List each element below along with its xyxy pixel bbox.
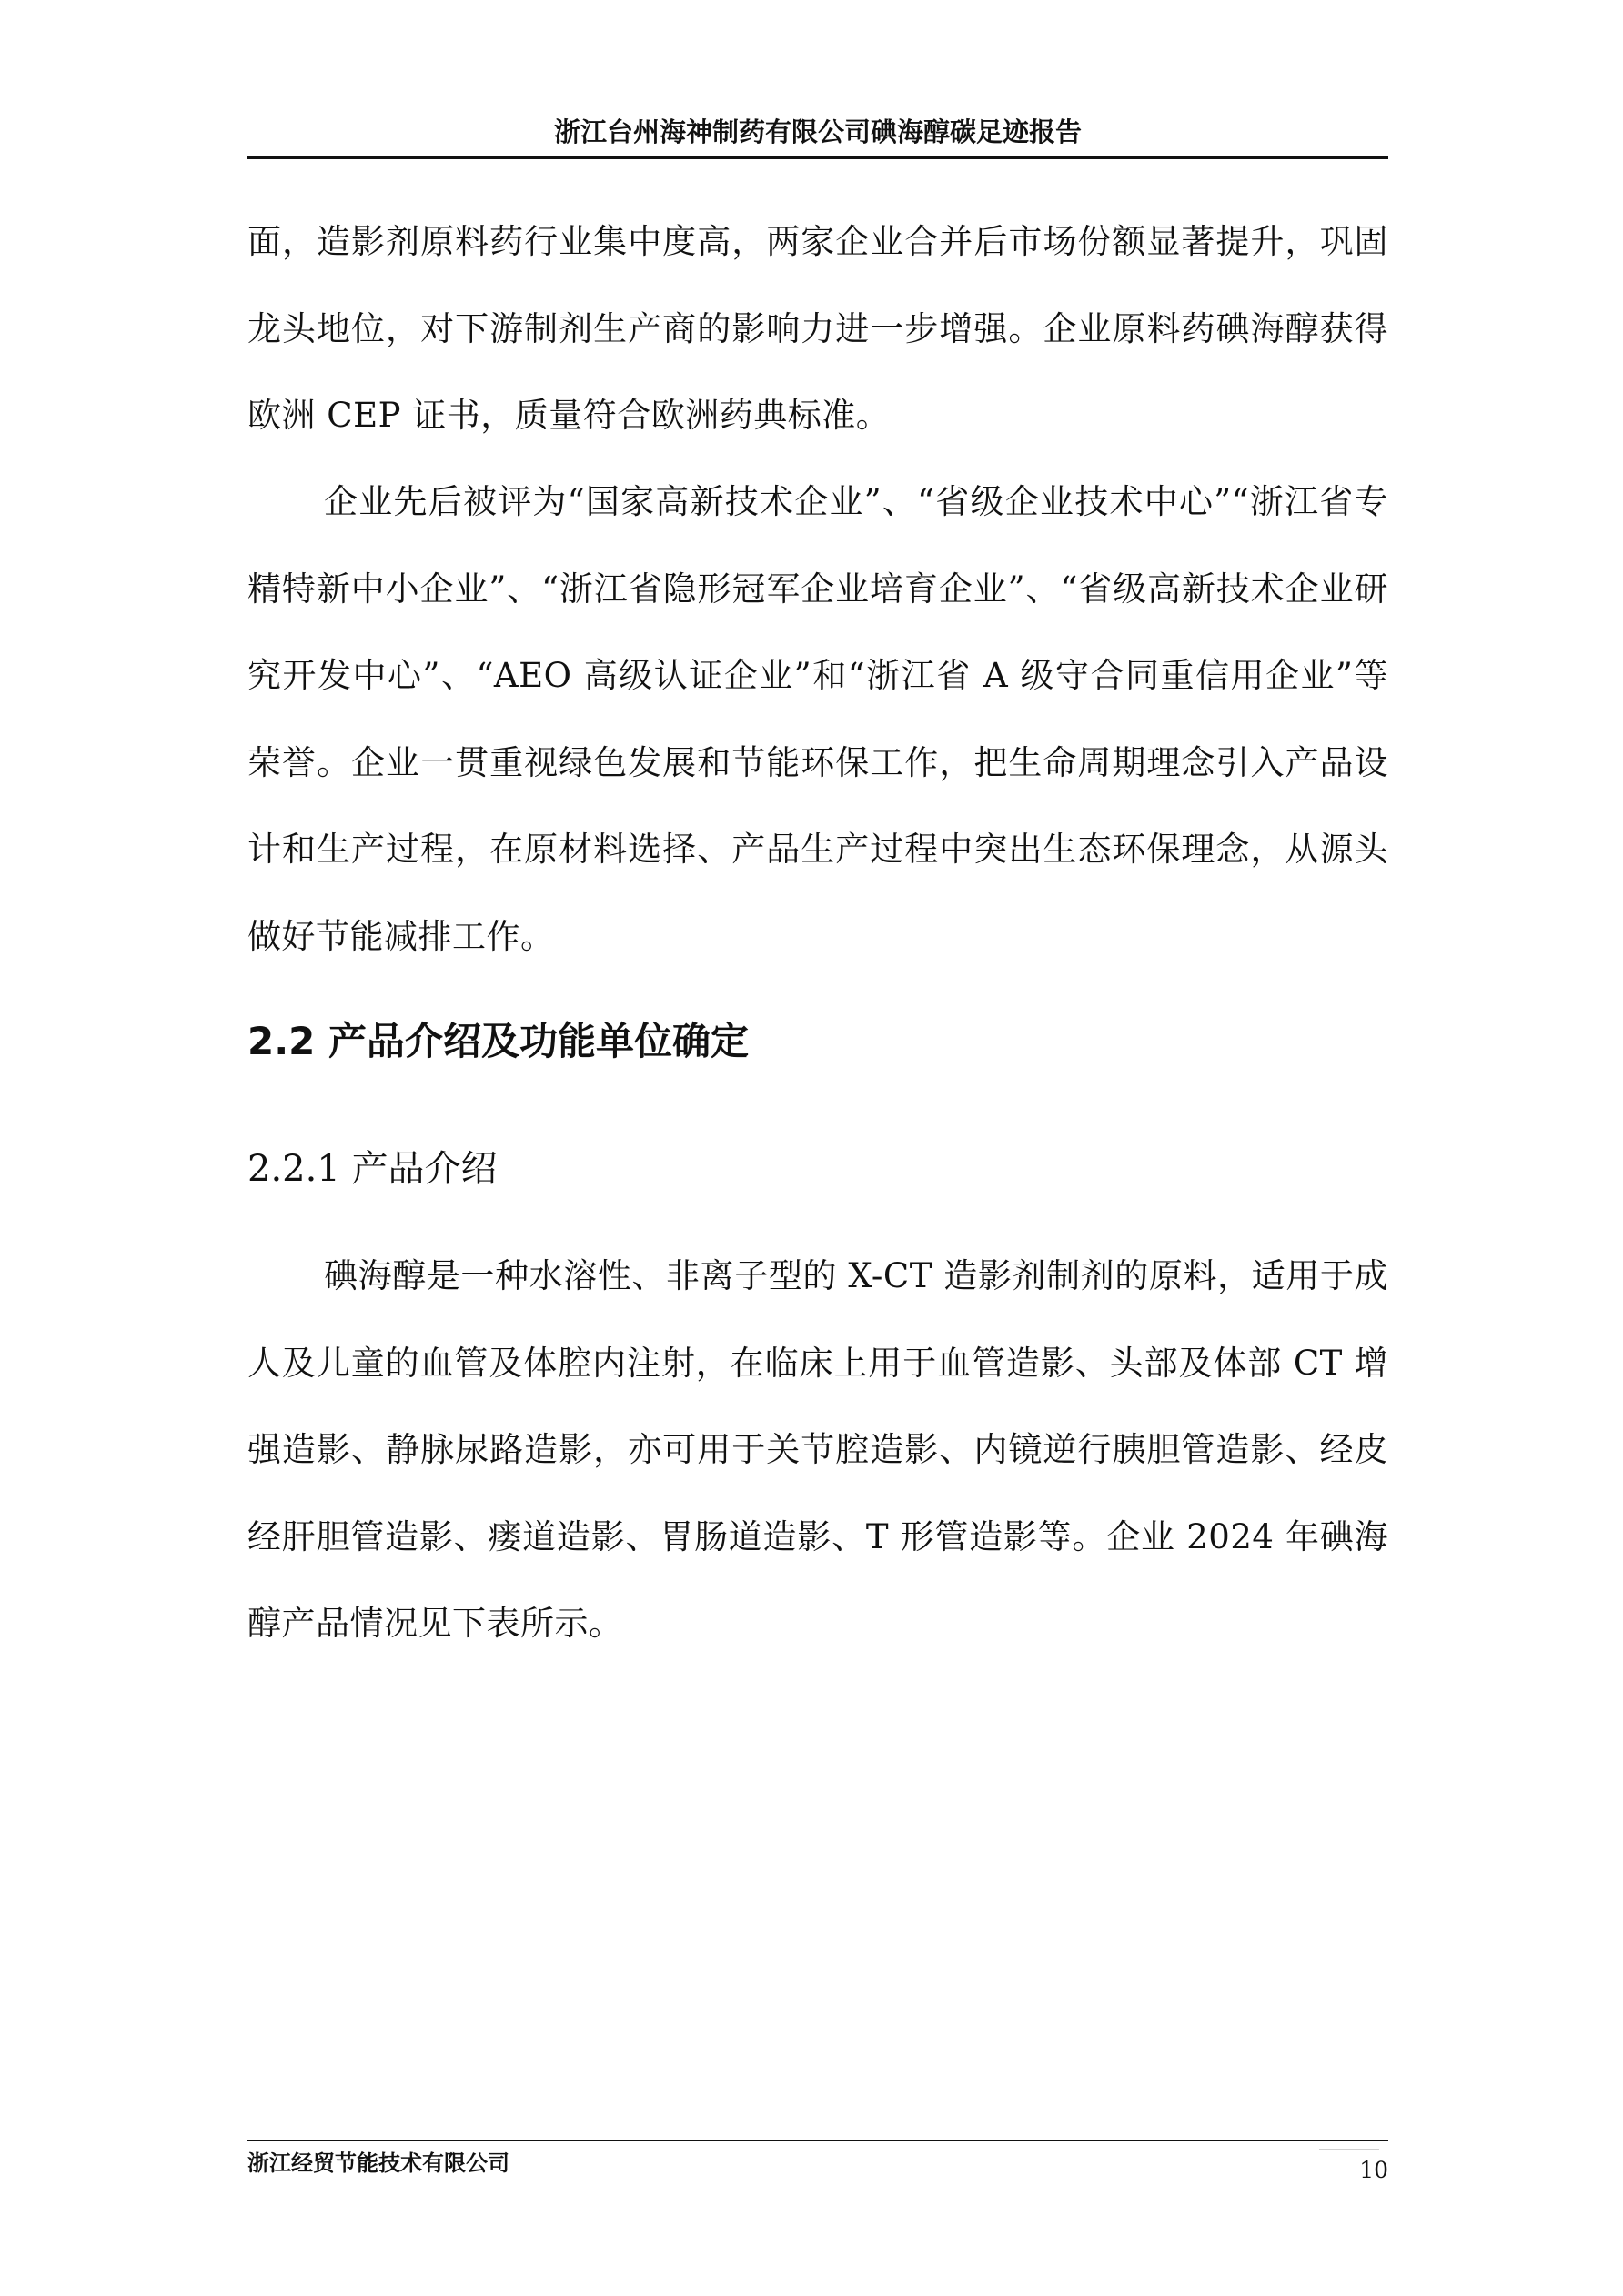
page-header-title: 浙江台州海神制药有限公司碘海醇碳足迹报告 bbox=[553, 116, 1082, 147]
section-heading: 2.2 产品介绍及功能单位确定 bbox=[247, 1019, 750, 1063]
page-number: 10 bbox=[1359, 2157, 1388, 2183]
body-paragraph-1: 面，造影剂原料药行业集中度高，两家企业合并后市场份额显著提升，巩固龙头地位，对下游制剂生产商的影响力进一步增强。企业原料药碘海醇获得欧洲 CEP 证书，质量符合欧洲药典标准。 bbox=[247, 222, 1388, 435]
page-number-divider bbox=[1319, 2149, 1379, 2150]
footer-company-name: 浙江经贸节能技术有限公司 bbox=[247, 2150, 509, 2176]
footer-divider bbox=[247, 2140, 1388, 2141]
subsection-heading: 2.2.1 产品介绍 bbox=[247, 1148, 498, 1190]
header-divider bbox=[247, 156, 1388, 159]
body-paragraph-2: 企业先后被评为“国家高新技术企业”、“省级企业技术中心”“浙江省专精特新中小企业”、“浙江省隐形冠军企业培育企业”、“省级高新技术企业研究开发中心”、“AEO 高级认证企业”和“浙江省 A 级守合同重信用企业”等荣誉。企业一贯重视绿色发展和节能环保工作，把生命周期理念引入产品设计和生产过程，在原材料选择、产品生产过程中突出生态环保理念，从源头做好节能减排工作。 bbox=[247, 482, 1388, 956]
body-paragraph-3: 碘海醇是一种水溶性、非离子型的 X-CT 造影剂制剂的原料，适用于成人及儿童的血管及体腔内注射，在临床上用于血管造影、头部及体部 CT 增强造影、静脉尿路造影，亦可用于关节腔造影、内镜逆行胰胆管造影、经皮经肝胆管造影、瘘道造影、胃肠道造影、T 形管造影等。企业 2024 年碘海醇产品情况见下表所示。 bbox=[247, 1256, 1388, 1643]
